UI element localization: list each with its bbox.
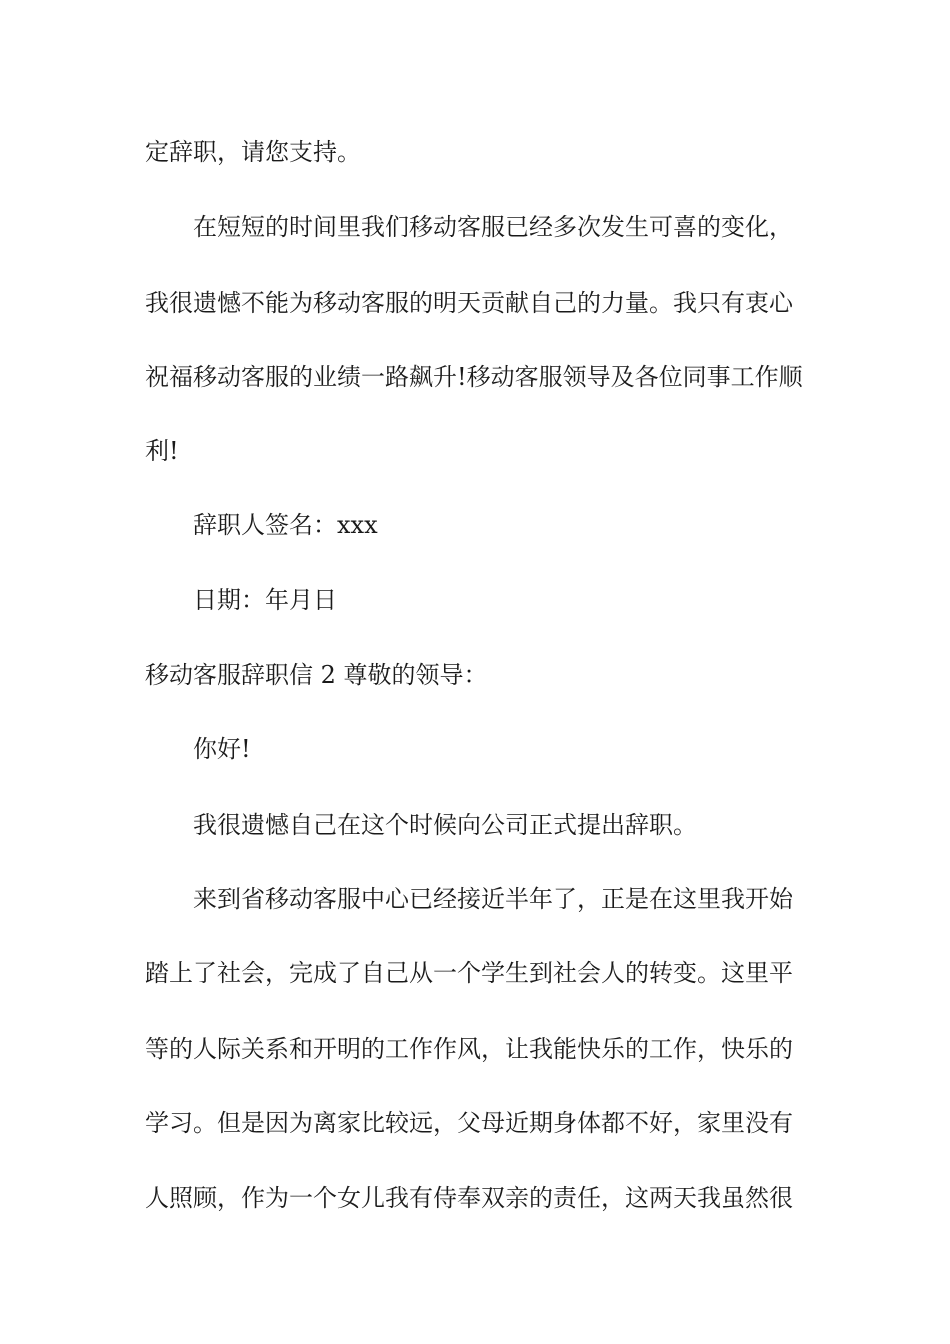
paragraph-line: 学习。但是因为离家比较远，父母近期身体都不好，家里没有 [145,1109,793,1137]
paragraph-line: 等的人际关系和开明的工作作风，让我能快乐的工作，快乐的 [145,1035,793,1063]
paragraph-line: 来到省移动客服中心已经接近半年了，正是在这里我开始 [193,885,793,913]
paragraph-line: 我很遗憾自己在这个时候向公司正式提出辞职。 [193,811,697,839]
date-line: 日期：年月日 [193,586,337,614]
paragraph-line: 定辞职，请您支持。 [145,138,361,166]
paragraph-line: 祝福移动客服的业绩一路飙升!移动客服领导及各位同事工作顺 [145,363,803,391]
paragraph-line: 在短短的时间里我们移动客服已经多次发生可喜的变化， [193,213,793,241]
paragraph-line: 踏上了社会，完成了自己从一个学生到社会人的转变。这里平 [145,959,793,987]
letter-heading: 移动客服辞职信 2 尊敬的领导： [145,661,488,689]
paragraph-line: 人照顾，作为一个女儿我有侍奉双亲的责任，这两天我虽然很 [145,1184,793,1212]
paragraph-line: 利! [145,437,179,465]
signature-line: 辞职人签名：xxx [193,511,378,539]
greeting-line: 你好! [193,735,251,763]
paragraph-line: 我很遗憾不能为移动客服的明天贡献自己的力量。我只有衷心 [145,289,793,317]
